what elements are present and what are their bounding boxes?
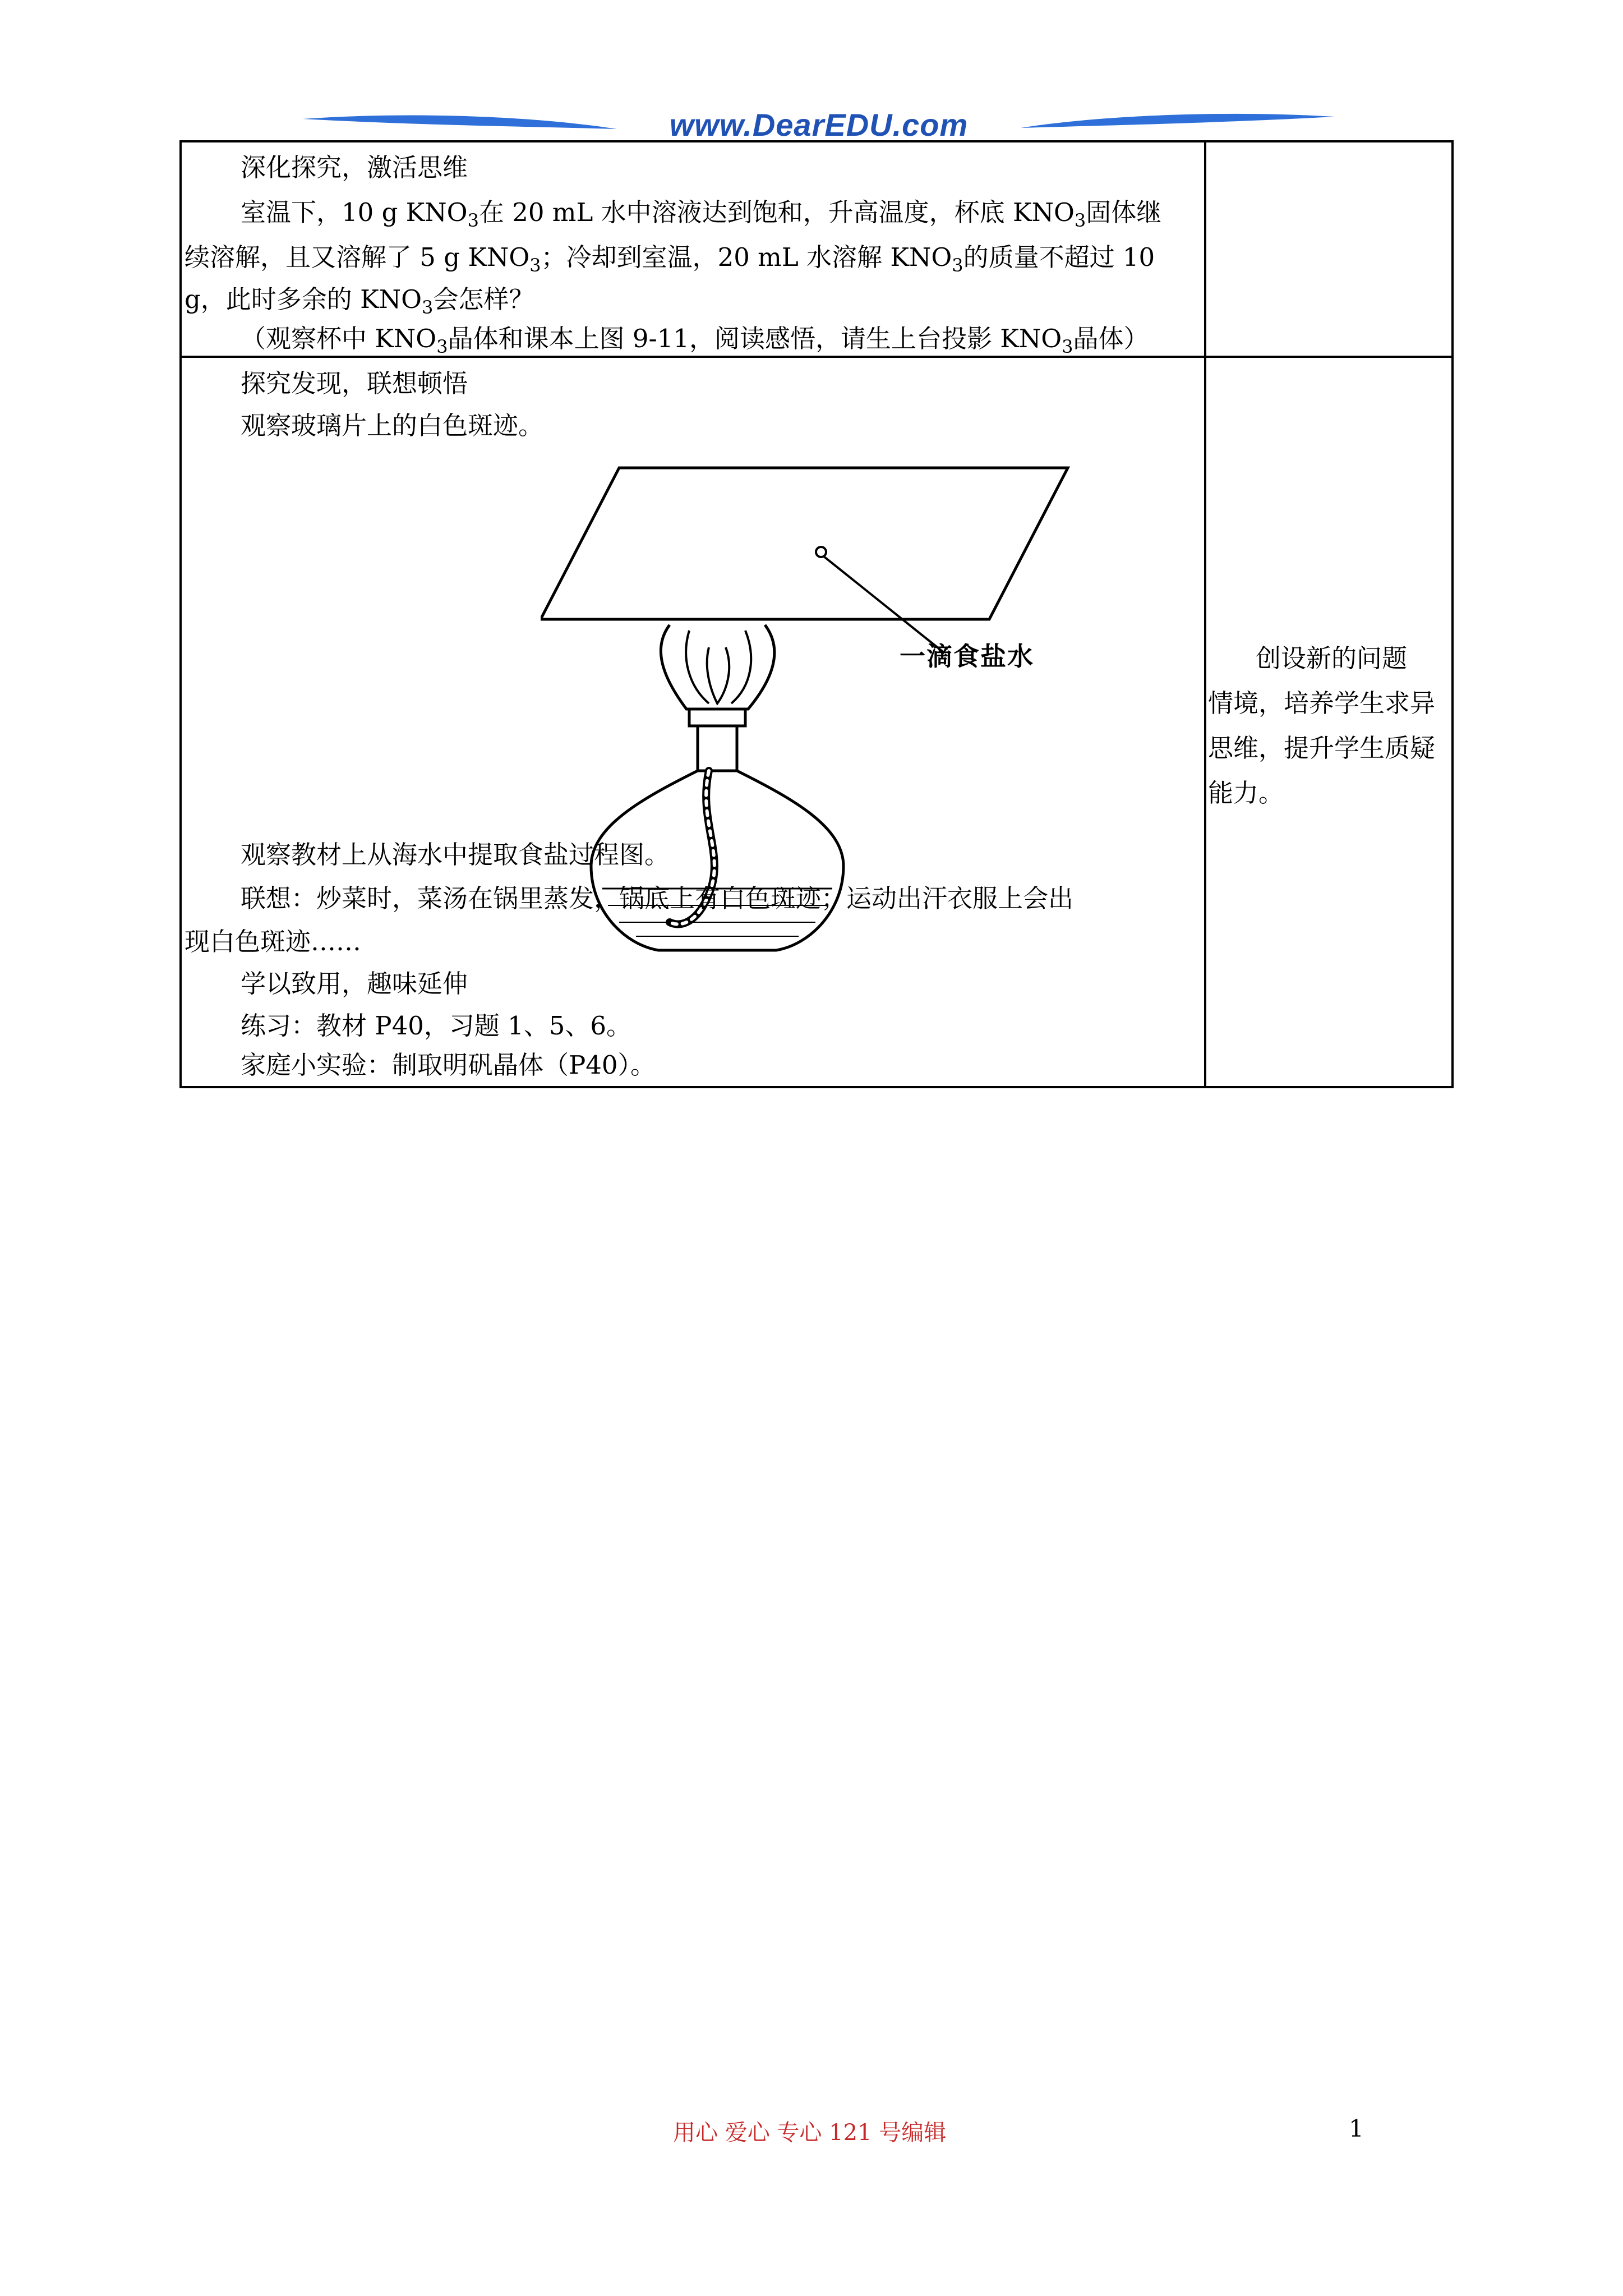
page-number: 1	[1349, 2115, 1364, 2142]
note-line2: 情境，培养学生求异	[1208, 688, 1436, 718]
observe-text: 观察玻璃片上的白色斑迹。	[241, 411, 544, 440]
salt-water-drop	[816, 547, 826, 557]
section1-line2: 续溶解，且又溶解了 5 g $KNO_3$；冷却到室温，20 mL 水溶解 $KNO_3$的质量不超过 10	[185, 242, 1155, 276]
site-logo-text: www.DearEDU.com	[669, 107, 969, 142]
inner-flame	[707, 647, 730, 703]
home-experiment-text: 家庭小实验：制取明矾晶体（P40）。	[241, 1050, 656, 1080]
association-line2: 现白色斑迹……	[185, 927, 362, 956]
column-divider	[1204, 142, 1206, 1086]
apply-heading: 学以致用，趣味延伸	[241, 969, 468, 999]
section1-line4: （观察杯中 $KNO_3$晶体和课本上图 9-11，阅读感悟，请生上台投影 $KNO_3$晶体）	[241, 324, 1149, 357]
section1-line1: 室温下，10 g $KNO_3$在 20 mL 水中溶液达到饱和，升高温度，杯底 $KNO_3$固体继	[241, 197, 1162, 231]
note-line4: 能力。	[1208, 778, 1284, 808]
footer-editor-note: 用心 爱心 专心 121 号编辑	[673, 2120, 947, 2146]
section1-heading: 深化探究，激活思维	[241, 153, 468, 182]
association-line1: 联想：炒菜时，菜汤在锅里蒸发，锅底上有白色斑迹；运动出汗衣服上会出	[241, 884, 1074, 913]
salt-water-label: 一滴食盐水	[900, 641, 1034, 671]
observe2-text: 观察教材上从海水中提取食盐过程图。	[241, 840, 670, 869]
wick-cap	[689, 709, 745, 726]
section2-heading: 探究发现，联想顿悟	[241, 369, 468, 398]
outer-flame	[661, 625, 774, 709]
lamp-neck	[698, 726, 737, 771]
glass-plate	[541, 468, 1068, 619]
note-line1: 创设新的问题	[1256, 643, 1408, 673]
note-line3: 思维，提升学生质疑	[1208, 733, 1436, 763]
lesson-table	[179, 140, 1454, 1088]
section1-line3: g，此时多余的 $KNO_3$会怎样？	[185, 284, 534, 318]
exercise-text: 练习：教材 P40，习题 1、5、6。	[241, 1011, 632, 1041]
